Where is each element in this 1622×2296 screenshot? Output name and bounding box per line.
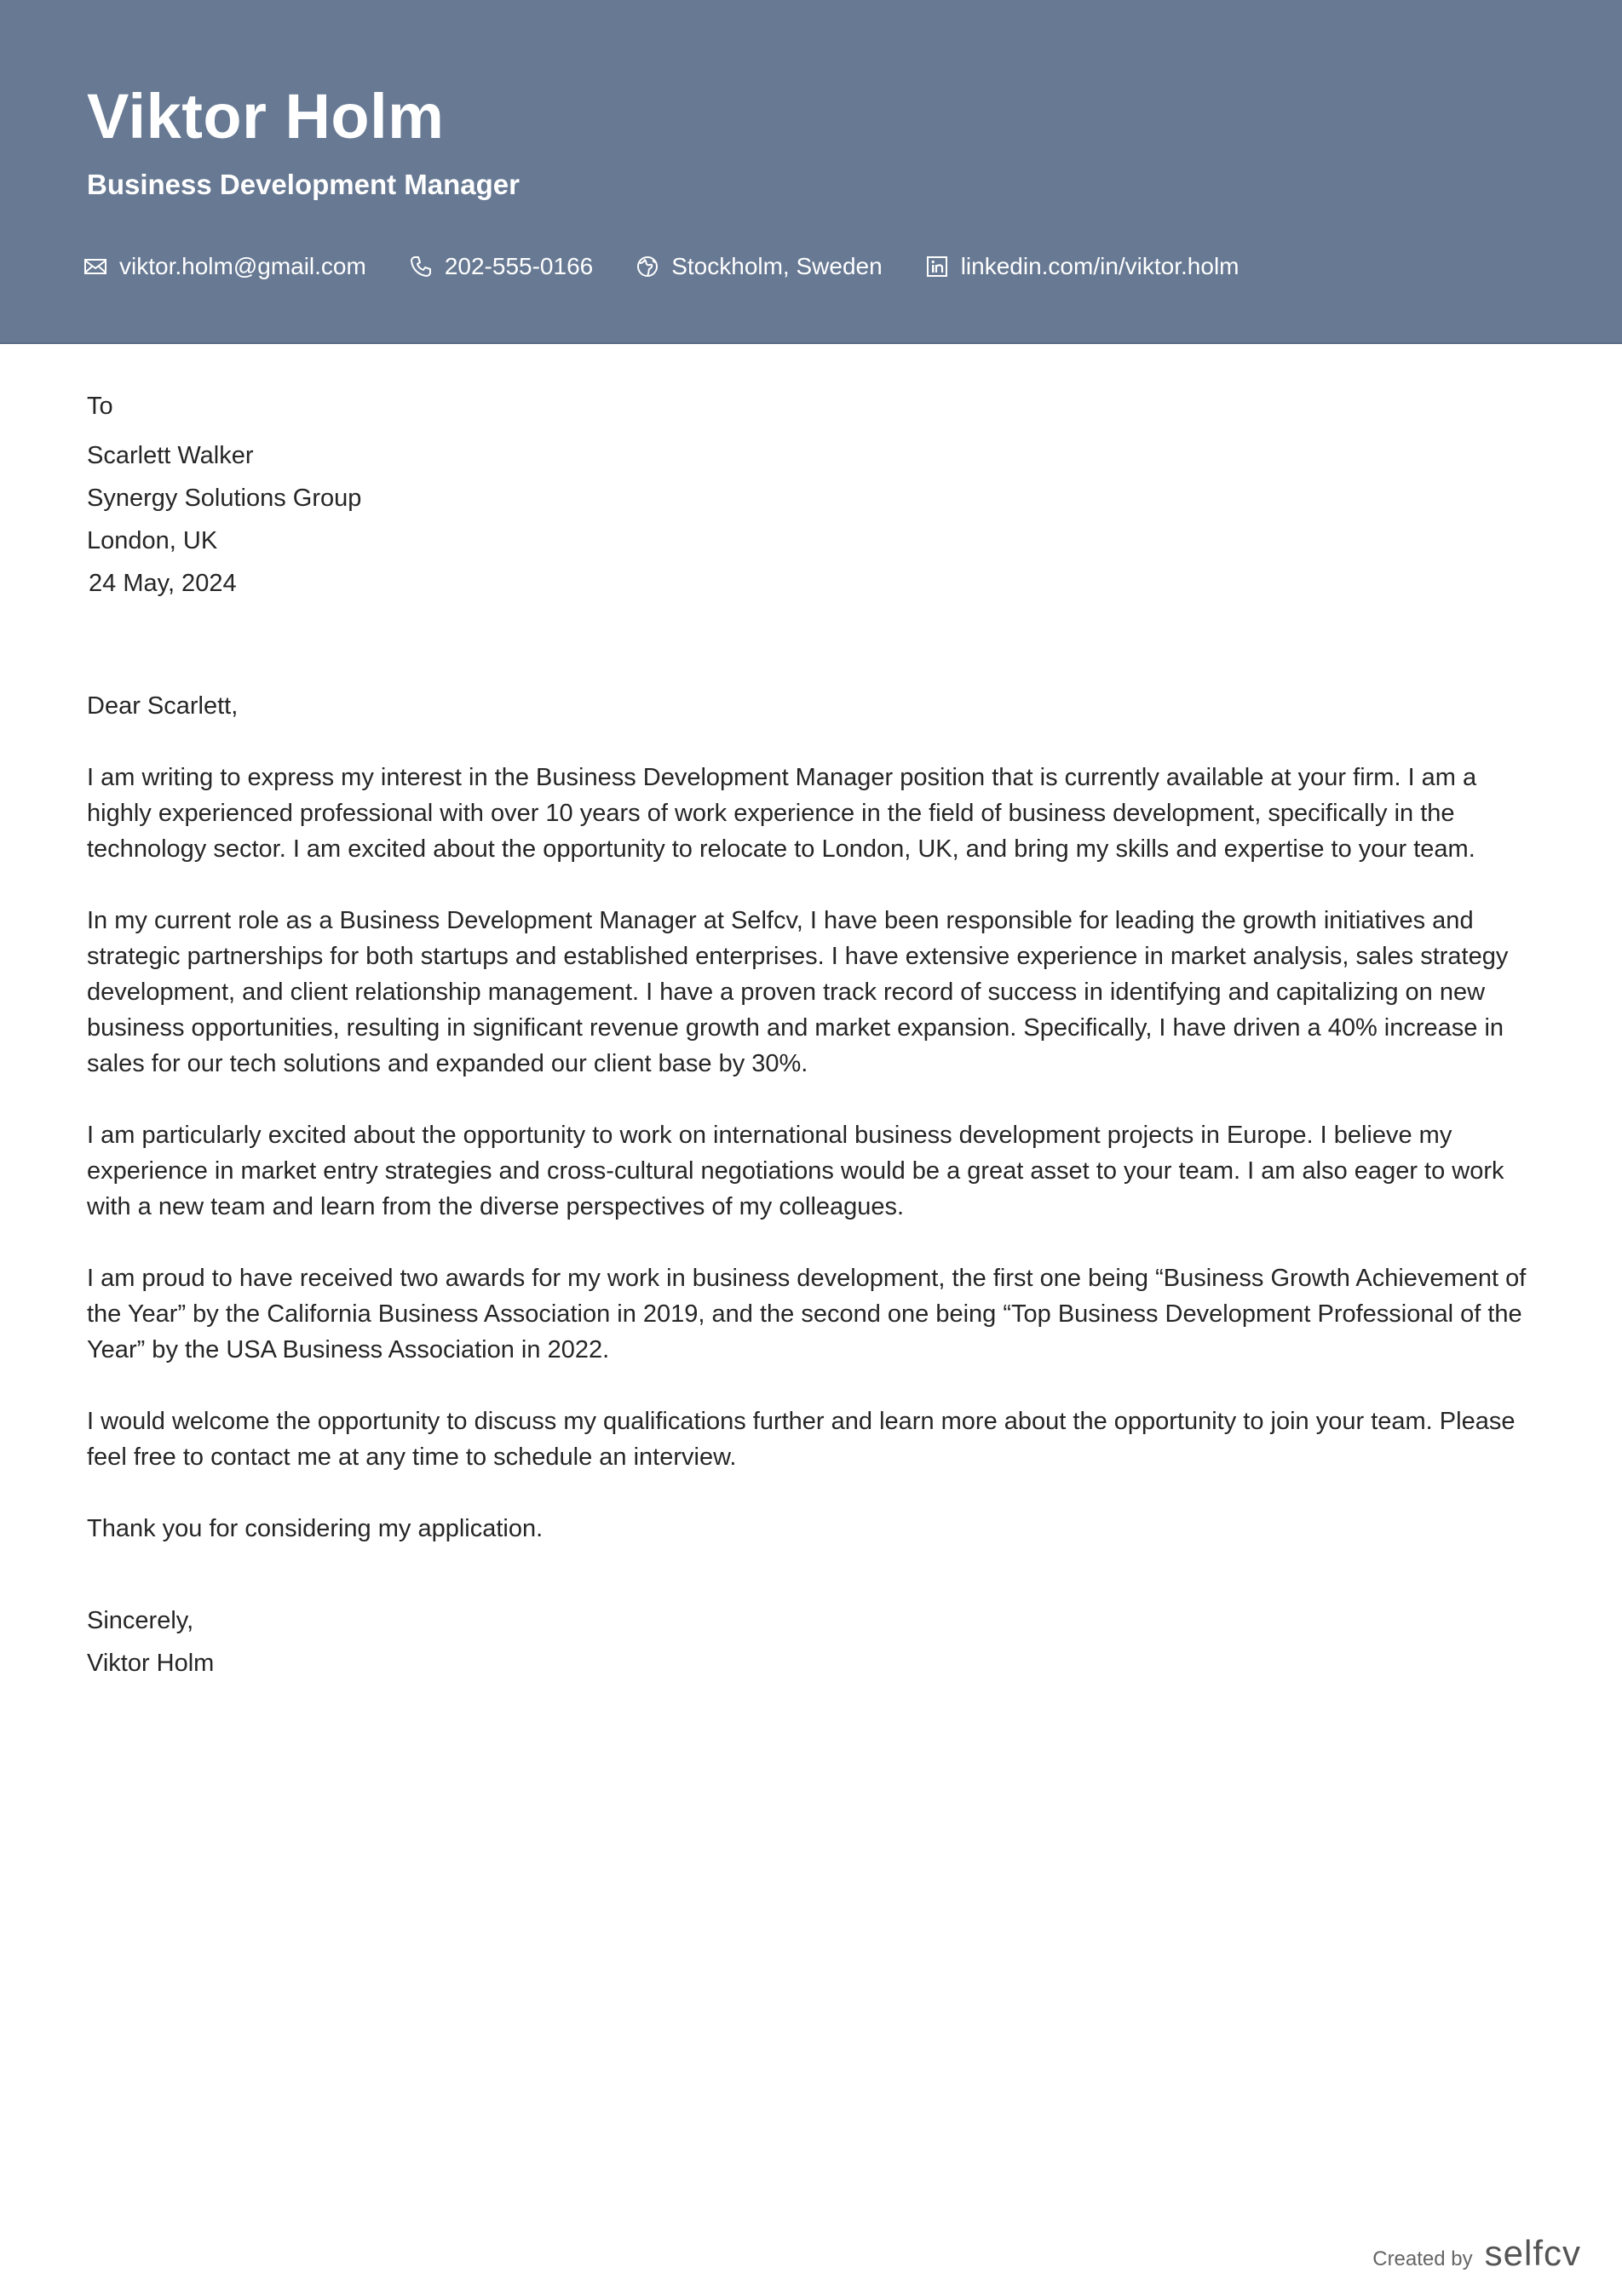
paragraph-text: I would welcome the opportunity to discuss my qualifications further and learn more about the opportunity to join your team. Please feel free to contact me at any time to schedule an interview.: [87, 1408, 1516, 1471]
recipient-block: [87, 438, 1535, 559]
header-banner: [0, 0, 1622, 344]
recipient-company: Synergy Solutions Group: [87, 485, 362, 512]
footer-credit: [1372, 2233, 1581, 2274]
globe-icon: [636, 255, 659, 278]
salutation: Dear Scarlett,: [87, 692, 239, 720]
applicant-name: Viktor Holm: [87, 81, 445, 152]
paragraph: [87, 1403, 1535, 1475]
recipient-name: Scarlett Walker: [87, 442, 254, 469]
to-label: To: [87, 393, 113, 420]
paragraph: [87, 903, 1535, 1082]
paragraph-text: I am proud to have received two awards for my work in business development, the first one being “Business Growth Achievement of the Year” by the California Business Association in 2019, and the second one being “Top Business Development Professional of the Year” by the USA Business Association in 2022.: [87, 1265, 1527, 1363]
contact-email[interactable]: [83, 255, 366, 278]
signature-name: Viktor Holm: [87, 1650, 215, 1677]
contact-linkedin[interactable]: [925, 255, 1240, 278]
paragraph: [87, 760, 1535, 867]
applicant-title: Business Development Manager: [87, 169, 520, 200]
letter-body: [87, 388, 1535, 1688]
contact-location: [636, 255, 882, 278]
paragraph-text: In my current role as a Business Development Manager at Selfcv, I have been responsible for leading the growth initiatives and strategic partnerships for both startups and established enterprises. I have extensive experience in market analysis, sales strategy development, and client relationship management. I have a proven track record of success in identifying and capitalizing on new business opportunities, resulting in significant revenue growth and market expansion. Specifically, I have driven a 40% increase in sales for our tech solutions and expanded our client base by 30%.: [87, 907, 1509, 1077]
phone-icon: [409, 255, 433, 278]
mail-icon: [83, 255, 107, 278]
paragraph-text: I am writing to express my interest in the Business Development Manager position that is currently available at your firm. I am a highly experienced professional with over 10 years of work experience in the field of business development, specifically in the technology sector. I am excited about the opportunity to relocate to London, UK, and bring my skills and expertise to your team.: [87, 764, 1477, 863]
contact-location-text: Stockholm, Sweden: [671, 253, 883, 279]
brand-logo[interactable]: selfcv: [1484, 2233, 1581, 2273]
paragraph: [87, 1511, 1535, 1547]
paragraph-text: Thank you for considering my application.: [87, 1515, 544, 1542]
contact-phone-text: 202-555-0166: [444, 253, 594, 279]
contact-list: [83, 252, 1240, 281]
paragraph: [87, 1260, 1535, 1368]
created-by-label: Created by: [1372, 2247, 1473, 2270]
closing-block: [87, 1603, 1535, 1681]
recipient-location: London, UK: [87, 527, 218, 554]
letter-date: 24 May, 2024: [89, 570, 237, 597]
contact-phone[interactable]: [409, 255, 593, 278]
linkedin-icon: [925, 255, 949, 278]
paragraph-text: I am particularly excited about the opportunity to work on international business development projects in Europe. I believe my experience in market entry strategies and cross-cultural negotiations would be a great asset to your team. I am also eager to work with a new team and learn from the diverse perspectives of my colleagues.: [87, 1122, 1504, 1220]
paragraph: [87, 1117, 1535, 1225]
closing-phrase: Sincerely,: [87, 1607, 194, 1634]
contact-linkedin-text: linkedin.com/in/viktor.holm: [960, 253, 1240, 279]
contact-email-text: viktor.holm@gmail.com: [119, 253, 366, 279]
